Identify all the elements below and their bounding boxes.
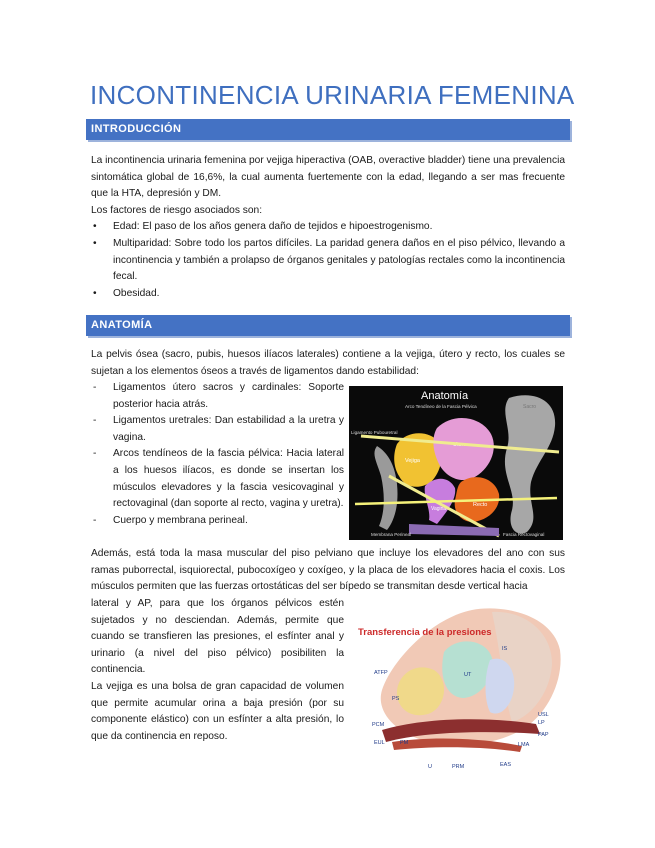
intro-body	[91, 153, 565, 302]
list-item: - Ligamentos uretrales: Dan estabilidad a la uretra y vagina.	[93, 415, 344, 443]
left-column-text	[91, 596, 344, 745]
list-item: - Ligamentos útero sacros y cardinales: Soporte posterior hacia atrás.	[93, 382, 344, 410]
list-item: - Arcos tendíneos de la fascia pélvica: Hacia lateral a los huesos ilíacos, es donde se insertan los músculos elevadores y la fascia vesicovaginal y rectovaginal (dan soporte al recto, vagina y uretra).	[93, 448, 344, 510]
dash-icon: -	[93, 448, 97, 460]
list-item: • Obesidad.	[91, 286, 565, 303]
section-header-anatomy: ANATOMÍA	[86, 315, 570, 336]
dash-icon: -	[93, 415, 97, 427]
svg-text:ATFP: ATFP	[374, 670, 388, 676]
figure2-title: Transferencia de la presiones	[358, 627, 492, 638]
page-title: INCONTINENCIA URINARIA FEMENINA	[90, 80, 575, 110]
pressure-paragraph: lateral y AP, para que los órganos pélvicos estén sujetados y no desciendan. Además, permite que cuando se transfieren las presiones, el esfínter anal y urinario (a nivel del piso pélvico) posibiliten la continencia.	[91, 598, 344, 676]
svg-text:USL: USL	[538, 712, 549, 718]
svg-text:PRM: PRM	[452, 764, 465, 770]
svg-text:LP: LP	[538, 720, 545, 726]
svg-text:PS: PS	[392, 696, 400, 702]
bladder-paragraph: La vejiga es una bolsa de gran capacidad de volumen que permite acumular orina a baja presión (por su componente elástico) con un esfínter a alta presión, lo que da continencia en reposo.	[91, 680, 344, 742]
intro-paragraph: La incontinencia urinaria femenina por vejiga hiperactiva (OAB, overactive bladder) tiene una prevalencia sintomática global de 16,6%, la cual aumenta fuertemente con la edad, llegando a ser mas frecuente que la HTA, depresión y DM.	[91, 155, 565, 200]
svg-text:IS: IS	[502, 646, 508, 652]
ligaments-block	[91, 380, 344, 529]
pressure-transfer-figure	[352, 600, 564, 778]
risk-factors-list	[91, 219, 565, 302]
bullet-icon: •	[93, 237, 97, 249]
svg-text:EUL: EUL	[374, 740, 385, 746]
svg-text:UT: UT	[464, 672, 472, 678]
svg-text:LMA: LMA	[518, 742, 530, 748]
svg-text:Vejiga: Vejiga	[405, 458, 420, 464]
figure1-title: Anatomía	[421, 390, 469, 402]
svg-text:Sacro: Sacro	[523, 404, 537, 410]
bullet-icon: •	[93, 221, 97, 233]
svg-text:PM: PM	[400, 740, 409, 746]
svg-text:Vagina: Vagina	[431, 506, 447, 512]
svg-text:Fascia Rectovaginal: Fascia Rectovaginal	[503, 532, 545, 537]
svg-text:Arco Tendíneo de la Fascia Pél: Arco Tendíneo de la Fascia Pélvica	[405, 404, 477, 409]
ligaments-list	[91, 380, 344, 529]
anatomy-figure	[349, 386, 563, 540]
svg-text:U: U	[428, 764, 432, 770]
svg-text:PAP: PAP	[538, 732, 549, 738]
svg-text:EAS: EAS	[500, 762, 512, 768]
dash-icon: -	[93, 514, 97, 526]
list-item: - Cuerpo y membrana perineal.	[91, 513, 344, 530]
dash-icon: -	[93, 382, 97, 393]
svg-text:PCM: PCM	[372, 722, 385, 728]
pelvic-floor-paragraph: Además, está toda la masa muscular del piso pelviano que incluye los elevadores del ano con sus ramas puborrectal, isquiorectal, pubocoxígeo y coxígeo, y la placa de los elevadores hacia el coxis. Los músculos permiten que las fuerzas ortostáticas del ser bípedo se transmitan desde vertical hacia	[91, 548, 565, 593]
svg-text:Ligamento Pubouretral: Ligamento Pubouretral	[351, 430, 398, 435]
svg-text:Recto: Recto	[473, 502, 488, 508]
svg-text:Membrana Perineal: Membrana Perineal	[371, 532, 412, 537]
anatomy-intro: La pelvis ósea (sacro, pubis, huesos ilíacos laterales) contiene a la vejiga, útero y recto, los cuales se sujetan a los elementos óseos a través de ligamentos dando estabilidad:	[91, 349, 565, 377]
list-item: • Multiparidad: Sobre todo los partos difíciles. La paridad genera daños en el piso pélvico, llevando a incontinencia y también a prolapso de órganos genitales y patologías rectales como la incontinencia fecal.	[93, 237, 565, 283]
section-header-intro: INTRODUCCIÓN	[86, 119, 570, 140]
risk-factors-lead: Los factores de riesgo asociados son:	[91, 204, 263, 216]
list-item: • Edad: El paso de los años genera daño de tejidos e hipoestrogenismo.	[91, 219, 565, 236]
bullet-icon: •	[93, 287, 97, 299]
